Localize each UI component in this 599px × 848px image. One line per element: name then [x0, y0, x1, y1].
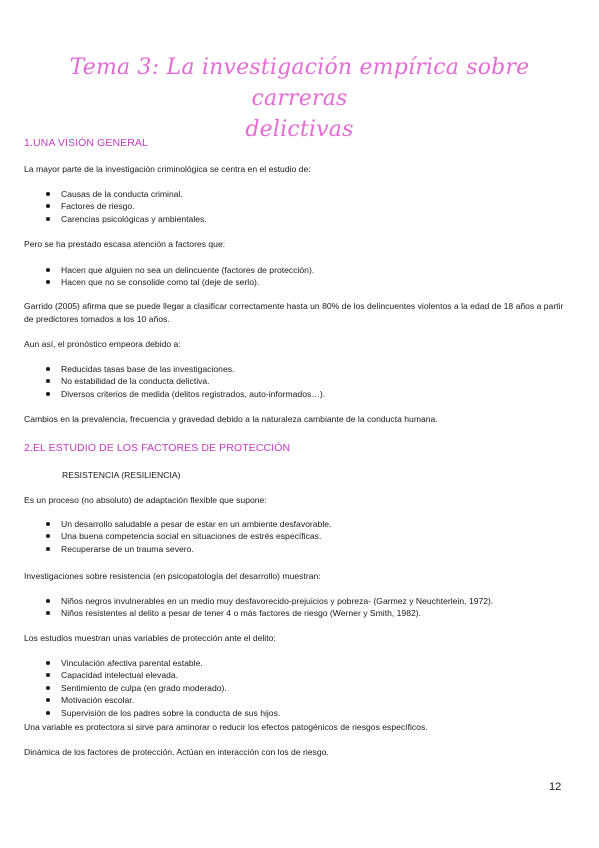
list-item: Factores de riesgo. [46, 200, 566, 212]
list-item: Causas de la conducta criminal. [46, 188, 566, 200]
bullet-icon [46, 280, 50, 284]
list-item: Diversos criterios de medida (delitos registrados, auto-informados…). [46, 388, 566, 400]
list-item: Vinculación afectiva parental estable. [46, 657, 566, 669]
list-item: Carencias psicológicas y ambientales. [46, 213, 566, 225]
bullet-icon [46, 392, 50, 396]
section-2-p4: Una variable es protectora si sirve para aminorar o reducir los efectos patogénicos de riesgos específicos. [24, 722, 428, 732]
list-item: Niños resistentes al delito a pesar de tener 4 o más factores de riesgo (Werner y Smith, 1982). [46, 607, 566, 619]
bullet-icon [46, 192, 50, 196]
page-title [20, 52, 579, 145]
list-item: Niños negros invulnerables en un medio muy desfavorecido-prejuicios y pobreza- (Garmez y Neuchterlein, 1972). [46, 595, 566, 607]
section-1-p5: Cambios en la prevalencia, frecuencia y gravedad debido a la naturaleza cambiante de la conducta humana. [24, 414, 438, 424]
bullet-icon [46, 686, 50, 690]
section-1-p4: Aun así, el pronóstico empeora debido a: [24, 339, 181, 349]
bullet-icon [46, 522, 50, 526]
list-item: Supervisión de los padres sobre la conducta de sus hijos. [46, 707, 566, 719]
section-2-heading: 2.EL ESTUDIO DE LOS FACTORES DE PROTECCIÓN [24, 442, 291, 454]
list-protection-variables [46, 657, 566, 719]
list-item: Motivación escolar. [46, 694, 566, 706]
list-unstudied-factors [46, 264, 566, 289]
list-resilience-research [46, 595, 566, 620]
list-item: No estabilidad de la conducta delictiva. [46, 375, 566, 387]
section-1-p2: Pero se ha prestado escasa atención a factores que: [24, 239, 226, 249]
bullet-icon [46, 534, 50, 538]
bullet-icon [46, 711, 50, 715]
list-item: Un desarrollo saludable a pesar de estar en un ambiente desfavorable. [46, 518, 566, 530]
bullet-icon [46, 268, 50, 272]
bullet-icon [46, 367, 50, 371]
section-2-p2: Investigaciones sobre resistencia (en psicopatología del desarrollo) muestran: [24, 571, 321, 581]
list-item: Hacen que no se consolide como tal (deje de serlo). [46, 276, 566, 288]
list-item: Hacen que alguien no sea un delincuente (factores de protección). [46, 264, 566, 276]
section-1-heading: 1.UNA VISIÓN GENERAL [24, 137, 148, 149]
list-resilience [46, 518, 566, 555]
bullet-icon [46, 204, 50, 208]
bullet-icon [46, 217, 50, 221]
subheading-resilience: RESISTENCIA (RESILIENCIA) [62, 470, 181, 480]
section-1-intro: La mayor parte de la investigación criminológica se centra en el estudio de: [24, 164, 311, 174]
bullet-icon [46, 698, 50, 702]
section-2-p1: Es un proceso (no absoluto) de adaptación flexible que supone: [24, 495, 267, 505]
bullet-icon [46, 379, 50, 383]
list-prognosis-factors [46, 363, 566, 400]
list-item: Reducidas tasas base de las investigaciones. [46, 363, 566, 375]
list-item: Una buena competencia social en situaciones de estrés específicas. [46, 530, 566, 542]
list-causes [46, 188, 566, 225]
section-2-p3: Los estudios muestran unas variables de protección ante el delito: [24, 633, 276, 643]
list-item: Sentimiento de culpa (en grado moderado). [46, 682, 566, 694]
section-2-p5: Dinámica de los factores de protección. Actúan en interacción con los de riesgo. [24, 747, 329, 757]
bullet-icon [46, 547, 50, 551]
page-number: 12 [549, 781, 562, 793]
title-line-1: Tema 3: La investigación empírica sobre carreras [69, 55, 530, 111]
bullet-icon [46, 661, 50, 665]
title-line-2: delictivas [245, 117, 354, 142]
bullet-icon [46, 611, 50, 615]
section-1-p3: Garrido (2005) afirma que se puede llegar a clasificar correctamente hasta un 80% de los delincuentes violentos a la edad de 18 años a partir de predictores tomados a los 10 años. [24, 301, 564, 324]
list-item: Capacidad intelectual elevada. [46, 669, 566, 681]
bullet-icon [46, 673, 50, 677]
list-item: Recuperarse de un trauma severo. [46, 543, 566, 555]
bullet-icon [46, 599, 50, 603]
